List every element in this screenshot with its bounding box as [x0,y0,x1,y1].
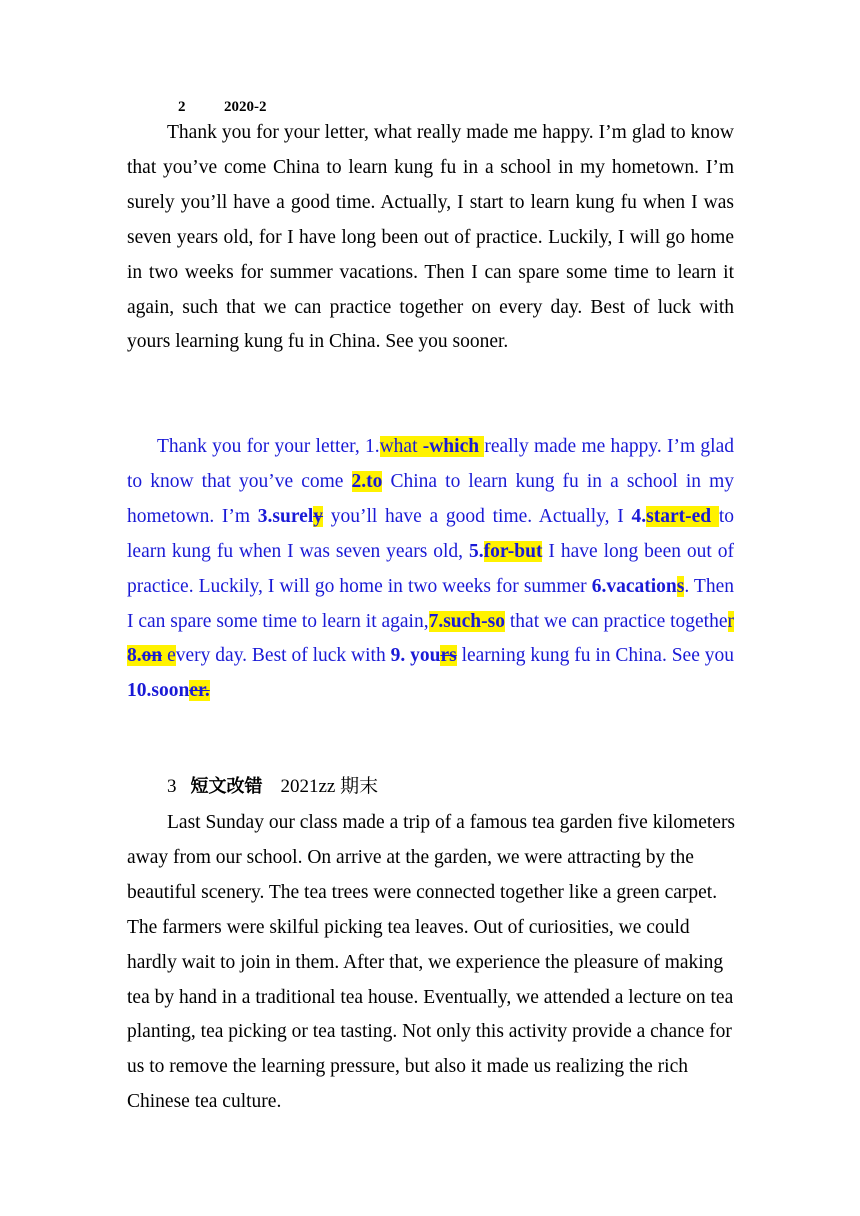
section-heading-2020 [178,99,267,116]
original-passage-text: Thank you for your letter, what really made me happy. I’m glad to know that you’ve come China to learn kung fu in a school in my hometown. I’m surely you’ll have a good time. Actually, I start to learn kung fu when I was seven years old, for I have long been out of practice. Luckily, I will go home in two weeks for summer vacations. Then I can spare some time to learn it again, such that we can practice together on every day. Best of luck with yours learning kung fu in China. See you sooner. [127,122,734,353]
correction-4: start-ed [646,505,719,527]
corrected-passage [127,430,734,709]
correction-1-text: what -which [379,436,485,457]
correction-8-trail: e [162,645,176,667]
correction-8-struck: on [141,645,163,667]
correction-2: 2.to [351,470,383,492]
section-number: 2 [178,99,186,115]
correction-10: 10.soon [127,680,190,702]
section-number: 3 [167,776,177,797]
correction-6: 6.vacation [591,575,677,597]
corrected-text: very day. Best of luck with [175,645,391,667]
corrected-text: I have long been out of practice. Luckily, I will go home in two weeks for summer [127,540,734,597]
corrected-text: really made me happy. I’m glad to know that you’ve come [127,436,735,492]
correction-9: 9. you [390,645,441,667]
correction-8-lead: r [727,610,735,632]
corrected-text: Thank you for your letter, 1. [157,436,380,457]
original-passage [127,116,734,360]
correction-6-suffix: s [676,575,685,597]
correction-3: 3.surel [257,505,314,527]
corrected-text: learning kung fu in China. See you [456,645,734,667]
section-title: 短文改错 [190,776,263,797]
correction-7: 7.such-so [428,610,505,632]
corrected-text: China to learn kung fu in a school in my hometown. I’m [127,470,734,527]
correction-4-number: 4. [631,505,647,527]
corrected-text: . Then I can spare some time to learn it again, [127,575,734,632]
section-year: 2020-2 [224,99,267,115]
correction-10-struck: er. [189,680,210,702]
correction-9-struck: rs [440,645,457,667]
section-heading-2021 [167,771,378,798]
exercise-passage [127,806,737,1120]
correction-5-number: 5. [468,540,484,562]
corrected-text: that we can practice togethe [505,610,728,632]
corrected-text: you’ll have a good time. Actually, I [322,505,632,527]
correction-3-struck: y [313,505,323,527]
correction-5: for-but [483,540,543,562]
section-source: 2021zz 期末 [280,776,379,797]
exercise-passage-text: Last Sunday our class made a trip of a famous tea garden five kilometers away from our school. On arrive at the garden, we were attracting by the beautiful scenery. The tea trees were connected together like a green carpet. The farmers were skilful picking tea leaves. Out of curiosities, we could hardly wait to join in them. After that, we experience the pleasure of making tea by hand in a traditional tea house. Eventually, we attended a lecture on tea planting, tea picking or tea tasting. Not only this activity provide a chance for us to remove the learning pressure, but also it made us realizing the rich Chinese tea culture. [127,812,736,1113]
corrected-text: to learn kung fu when I was seven years old, [127,505,734,562]
correction-8-number: 8. [127,645,142,667]
correction-1 [380,436,485,457]
